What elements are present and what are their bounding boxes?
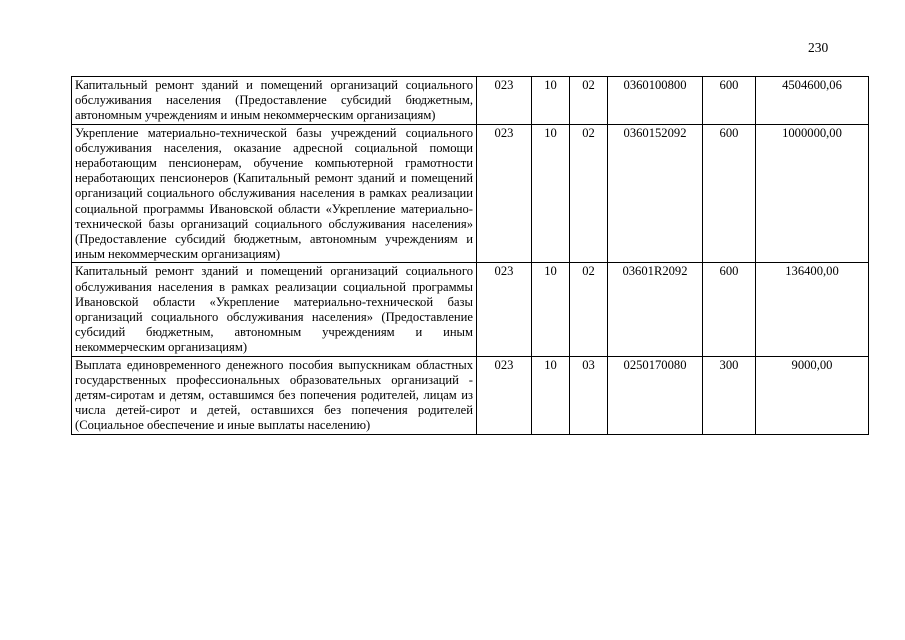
row-expense-type: 600: [703, 263, 756, 356]
row-amount: 136400,00: [756, 263, 869, 356]
row-section: 10: [532, 356, 570, 434]
row-amount: 4504600,06: [756, 77, 869, 125]
row-description: Капитальный ремонт зданий и помещений организаций социального обслуживания населения в рамках реализации социальной программы Ивановской области «Укрепление материально-технической базы организаций социального обслуживания населения» (Предоставление субсидий бюджетным, автономным учреждениям и иным некоммерческим организациям): [72, 263, 477, 356]
row-target-article: 0250170080: [608, 356, 703, 434]
row-grbs-code: 023: [477, 263, 532, 356]
row-description: Выплата единовременного денежного пособия выпускникам областных государственных профессиональных образовательных организаций - детям-сиротам и детям, оставшимся без попечения родителей, лицам из числа детей-сирот и детей, оставшихся без попечения родителей (Социальное обеспечение и иные выплаты населению): [72, 356, 477, 434]
row-grbs-code: 023: [477, 356, 532, 434]
row-section: 10: [532, 124, 570, 263]
row-expense-type: 300: [703, 356, 756, 434]
table-row: [72, 356, 869, 434]
row-amount: 9000,00: [756, 356, 869, 434]
row-expense-type: 600: [703, 124, 756, 263]
row-subsection: 02: [570, 77, 608, 125]
row-subsection: 02: [570, 124, 608, 263]
row-description: Укрепление материально-технической базы учреждений социального обслуживания населения, оказание адресной социальной помощи неработающим пенсионерам, обучение компьютерной грамотности неработающих пенсионеров (Капитальный ремонт зданий и помещений организаций социального обслуживания населения в рамках реализации социальной программы Ивановской области «Укрепление материально-технической базы организаций социального обслуживания населения» (Предоставление субсидий бюджетным, автономным учреждениям и иным некоммерческим организациям): [72, 124, 477, 263]
row-section: 10: [532, 77, 570, 125]
row-grbs-code: 023: [477, 77, 532, 125]
row-target-article: 03601R2092: [608, 263, 703, 356]
table-row: [72, 124, 869, 263]
row-subsection: 03: [570, 356, 608, 434]
budget-table: [71, 76, 869, 435]
row-description: Капитальный ремонт зданий и помещений организаций социального обслуживания населения (Предоставление субсидий бюджетным, автономным учреждениям и иным некоммерческим организациям): [72, 77, 477, 125]
table-row: [72, 263, 869, 356]
row-grbs-code: 023: [477, 124, 532, 263]
row-target-article: 0360152092: [608, 124, 703, 263]
page-number: 230: [808, 40, 829, 55]
row-subsection: 02: [570, 263, 608, 356]
table-row: [72, 77, 869, 125]
row-target-article: 0360100800: [608, 77, 703, 125]
row-amount: 1000000,00: [756, 124, 869, 263]
row-section: 10: [532, 263, 570, 356]
row-expense-type: 600: [703, 77, 756, 125]
